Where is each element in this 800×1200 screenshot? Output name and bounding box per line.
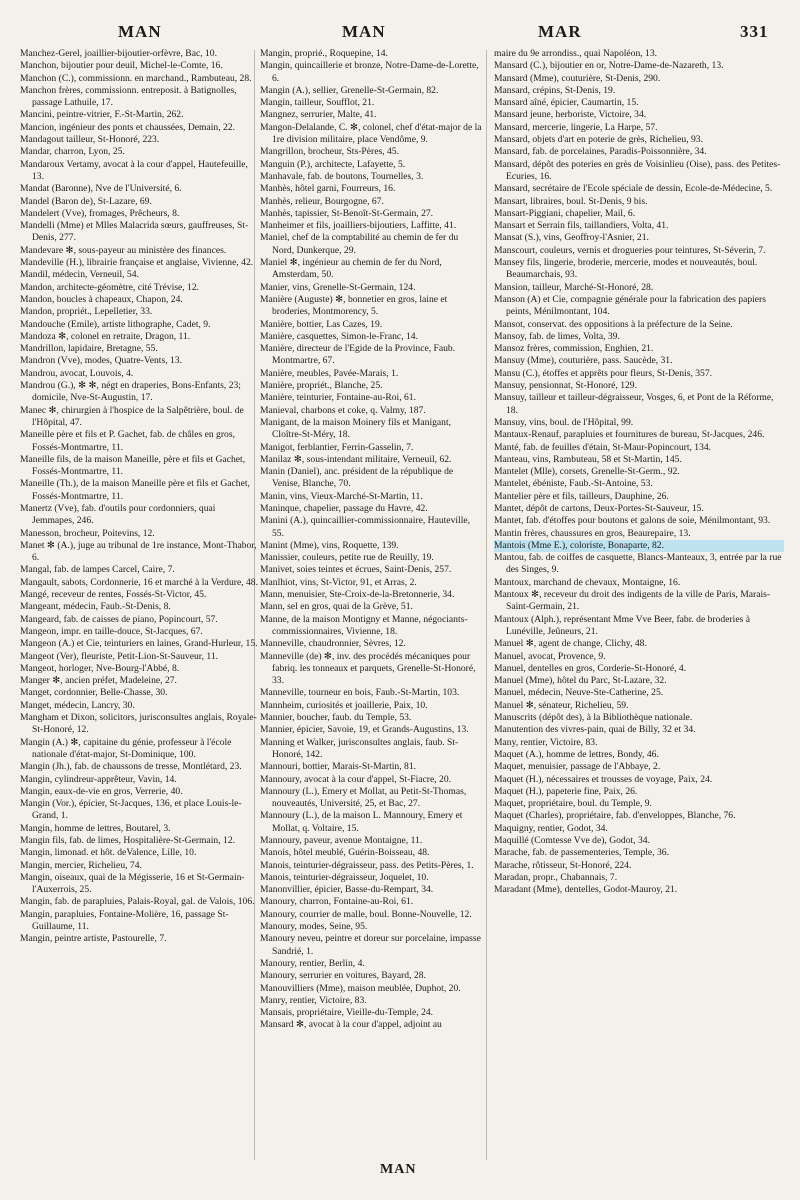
directory-entry: Manigot, ferblantier, Ferrin-Gasselin, 7. — [260, 441, 414, 453]
directory-entry: Mannier, épicier, Savoie, 19, et Grands-Augustins, 13. — [260, 724, 469, 736]
directory-entry: Mannoury (L.), de la maison L. Mannoury, Emery et Mollat, q. Voltaire, 15. — [260, 810, 463, 834]
directory-entry: Mancini, peintre-vitrier, F.-St-Martin, 262. — [20, 109, 184, 121]
directory-entry: Maquigny, rentier, Godot, 34. — [494, 822, 608, 834]
directory-entry: Manieval, charbons et coke, q. Valmy, 187. — [260, 404, 426, 416]
directory-entry: Mansart, libraires, boul. St-Denis, 9 bis. — [494, 195, 648, 207]
directory-entry: Mangeot (Ver), fleuriste, Petit-Lion-St-Sauveur, 11. — [20, 650, 219, 662]
directory-entry: Mangeon (A.) et Cie, teinturiers en laines, Grand-Hurleur, 15. — [20, 638, 258, 650]
directory-entry: Maquet, menuisier, passage de l'Abbaye, 2. — [494, 761, 661, 773]
directory-entry: Manivet, soies teintes et écrues, Saint-Denis, 257. — [260, 564, 452, 576]
column-divider — [486, 50, 487, 1160]
directory-entry: Mannouri, bottier, Marais-St-Martin, 81. — [260, 761, 417, 773]
directory-entry: Mangeant, médecin, Faub.-St-Denis, 8. — [20, 601, 171, 613]
directory-entry: Many, rentier, Victoire, 83. — [494, 736, 598, 748]
directory-entry: Maquet (H.), papeterie fine, Paix, 26. — [494, 785, 638, 797]
directory-entry: Mansuy, pensionnat, St-Honoré, 129. — [494, 380, 638, 392]
directory-entry: Mangin, oiseaux, quai de la Mégisserie, 16 et St-Germain-l'Auxerrois, 25. — [20, 871, 245, 896]
directory-entry: Mangin, parapluies, Fontaine-Molière, 16, passage St-Guillaume, 11. — [20, 908, 229, 933]
directory-entry: Manoury, modes, Seine, 95. — [260, 921, 368, 933]
directory-entry: Marache, rôtisseur, St-Honoré, 224. — [494, 859, 632, 871]
directory-entry: Mansard, objets d'art en poterie de grès, Richelieu, 93. — [494, 134, 703, 146]
directory-entry: Mangin, peintre artiste, Pastourelle, 7. — [20, 933, 167, 945]
directory-entry: Mansard aîné, épicier, Caumartin, 15. — [494, 97, 639, 109]
directory-entry: Mansard ✻, avocat à la cour d'appel, adjoint au — [260, 1019, 442, 1031]
directory-entry: Mandar, charron, Lyon, 25. — [20, 146, 125, 158]
directory-entry: Manière, bottier, Las Cazes, 19. — [260, 318, 383, 330]
directory-entry: Mangeot, horloger, Nve-Bourg-l'Abbé, 8. — [20, 662, 180, 674]
directory-entry: Manhès, tapissier, St-Benoît-St-Germain, 27. — [260, 207, 434, 219]
column-3 — [494, 48, 784, 1158]
directory-entry: Mangin, homme de lettres, Boutarel, 3. — [20, 822, 171, 834]
directory-entry: Maradant (Mme), dentelles, Godot-Mauroy, 21. — [494, 884, 678, 896]
directory-entry: Mangrillon, brocheur, Sts-Pères, 45. — [260, 146, 399, 158]
directory-entry: Mangin, mercier, Richelieu, 74. — [20, 859, 142, 871]
directory-entry: Mansard (Mme), couturière, St-Denis, 290. — [494, 72, 661, 84]
directory-entry: Manissier, couleurs, petite rue de Reuilly, 19. — [260, 552, 434, 564]
directory-entry: Mantoux (Alph.), représentant Mme Vve Beer, fabr. de broderies à Lunéville, Jeûneurs, 21. — [494, 613, 750, 637]
directory-entry: Manutention des vivres-pain, quai de Billy, 32 et 34. — [494, 724, 696, 736]
directory-entry: Mansais, propriétaire, Vieille-du-Temple, 24. — [260, 1007, 434, 1019]
directory-entry: Mangin, fab. de parapluies, Palais-Royal, gal. de Valois, 106. — [20, 896, 255, 908]
directory-entry: Manry, rentier, Victoire, 83. — [260, 994, 367, 1006]
directory-entry: Manté, fab. de feuilles d'étain, St-Maur-Popincourt, 134. — [494, 441, 712, 453]
directory-entry: Manning et Walker, jurisconsultes anglais, faub. St-Honoré, 142. — [260, 736, 459, 760]
directory-entry: Mangin fils, fab. de limes, Hospitalière-St-Germain, 12. — [20, 835, 236, 846]
directory-entry: Mansion, tailleur, Marché-St-Honoré, 28. — [494, 281, 654, 293]
directory-entry: Mandon, boucles à chapeaux, Chapon, 24. — [20, 293, 183, 305]
directory-entry: Maquet (Charles), propriétaire, fab. d'enveloppes, Blanche, 76. — [494, 810, 736, 822]
directory-entry: Manouvilliers (Mme), maison meublée, Duphot, 20. — [260, 982, 461, 994]
directory-entry: Manin (Daniel), anc. président de la république de Venise, Blanche, 70. — [260, 466, 454, 490]
directory-entry: Manneville (de) ✻, inv. des procédés mécaniques pour fabriq. les tonneaux et parquets, Grenelle-St-Honoré, 33. — [260, 650, 476, 687]
directory-entry: Manuel ✻, agent de change, Clichy, 48. — [494, 638, 647, 650]
directory-entry: Mangault, sabots, Cordonnerie, 16 et marché à la Verdure, 48. — [20, 576, 258, 588]
directory-entry: Mann, sel en gros, quai de la Grève, 51. — [260, 601, 413, 613]
directory-entry: Maquet (A.), homme de lettres, Bondy, 46. — [494, 748, 659, 760]
directory-entry: Maquet, propriétaire, boul. du Temple, 9. — [494, 798, 652, 810]
directory-entry: Mandrou, avocat, Louvois, 4. — [20, 367, 134, 379]
directory-entry: Maquillé (Comtesse Vve de), Godot, 34. — [494, 835, 650, 846]
directory-entry: Manin, vins, Vieux-Marché-St-Martin, 11. — [260, 490, 423, 502]
directory-entry: Maquet (H.), nécessaires et trousses de voyage, Paix, 24. — [494, 773, 713, 785]
directory-entry: Mangin, quincaillerie et bronze, Notre-Dame-de-Lorette, 6. — [260, 60, 479, 84]
directory-entry: Manini (A.), quincaillier-commissionnaire, Hauteville, 55. — [260, 515, 471, 539]
directory-entry: Mandaroux Vertamy, avocat à la cour d'appel, Hautefeuille, 13. — [20, 158, 248, 182]
directory-entry: Manuel (Mme), hôtel du Parc, St-Lazare, 32. — [494, 675, 667, 687]
directory-entry: Mandon, architecte-géomètre, cité Trévise, 12. — [20, 281, 200, 293]
column-1 — [20, 48, 260, 1158]
directory-entry: Manière, propriét., Blanche, 25. — [260, 380, 383, 392]
directory-entry: Mangin (A.) ✻, capitaine du génie, professeur à l'école nationale d'état-major, St-Dominique, 100. — [20, 736, 232, 760]
directory-entry: Manoury, courrier de malle, boul. Bonne-Nouvelle, 12. — [260, 908, 472, 920]
directory-entry: Maneille fils, de la maison Maneille, père et fils et Gachet, Fossés-Montmartre, 11. — [20, 453, 246, 478]
directory-entry: Mangé, receveur de rentes, Fossés-St-Victor, 45. — [20, 589, 207, 601]
directory-entry: Mansu (C.), étoffes et apprêts pour fleurs, St-Denis, 357. — [494, 367, 713, 379]
directory-entry: Manhès, hôtel garni, Fourreurs, 16. — [260, 183, 396, 195]
directory-entry: Mantelet, ébéniste, Faub.-St-Antoine, 53. — [494, 478, 653, 490]
directory-entry: Mansard, crépins, St-Denis, 19. — [494, 84, 616, 96]
directory-entry: Mansard, secrétaire de l'Ecole spéciale de dessin, Ecole-de-Médecine, 5. — [494, 183, 773, 195]
directory-entry: Manuel ✻, sénateur, Richelieu, 59. — [494, 699, 629, 711]
directory-entry: Manscourt, couleurs, vernis et drogueries pour teintures, St-Séverin, 7. — [494, 244, 766, 256]
directory-entry: Manec ✻, chirurgien à l'hospice de la Salpêtrière, boul. de l'Hôpital, 47. — [20, 404, 244, 428]
directory-entry: Mantin frères, chaussures en gros, Beaurepaire, 13. — [494, 527, 691, 539]
directory-entry: Manière, meubles, Pavée-Marais, 1. — [260, 367, 399, 379]
directory-entry: Mantelet (Mlle), corsets, Grenelle-St-Germ., 92. — [494, 466, 680, 478]
directory-entry: Mandouche (Emile), artiste lithographe, Cadet, 9. — [20, 318, 211, 330]
directory-entry: Manchon frères, commissionn. entreposit. à Batignolles, passage Lathuile, 17. — [20, 84, 237, 109]
directory-entry: Mangeard, fab. de caisses de piano, Popincourt, 57. — [20, 613, 218, 625]
directory-entry: Mandrillon, lapidaire, Bretagne, 55. — [20, 343, 158, 355]
directory-entry: Mantelier père et fils, tailleurs, Dauphine, 26. — [494, 490, 669, 502]
directory-entry: Manois, teinturier-dégraisseur, pass. des Petits-Pères, 1. — [260, 859, 474, 871]
directory-entry: Mangin, tailleur, Soufflot, 21. — [260, 97, 375, 109]
directory-entry: Mansot, conservat. des oppositions à la préfecture de la Seine. — [494, 318, 733, 330]
directory-entry: Mangal, fab. de lampes Carcel, Caire, 7. — [20, 564, 175, 576]
directory-entry: Mannoury, paveur, avenue Montaigne, 11. — [260, 835, 423, 846]
directory-entry: Mansard, dépôt des poteries en grès de Voisinlieu (Oise), pass. des Petites-Ecuries, 16. — [494, 158, 781, 182]
directory-entry: Manoury, serrurier en voitures, Bayard, 28. — [260, 970, 426, 982]
directory-entry: Manigant, de la maison Moinery fils et Manigant, Cloître-St-Méry, 18. — [260, 416, 452, 441]
directory-entry: Mansuy, vins, boul. de l'Hôpital, 99. — [494, 416, 634, 428]
directory-entry: Mandrou (G.), ✻ ✻, négt en draperies, Bons-Enfants, 23; domicile, Nve-St-Augustin, 17. — [20, 380, 241, 404]
header-middle: MAN — [342, 22, 386, 41]
directory-entry: Mansard (C.), bijoutier en or, Notre-Dame-de-Nazareth, 13. — [494, 60, 724, 72]
footer-catchword: MAN — [380, 1162, 417, 1177]
directory-entry: Mantet, dépôt de cartons, Deux-Portes-St-Sauveur, 15. — [494, 502, 704, 514]
directory-entry: Manois, teinturier-dégraisseur, Joquelet, 10. — [260, 871, 429, 883]
directory-entry: Manesson, brocheur, Poitevins, 12. — [20, 527, 155, 539]
directory-entry: Mandevare ✻, sous-payeur au ministère des finances. — [20, 244, 227, 256]
directory-entry: Manois, hôtel meublé, Guérin-Boisseau, 48. — [260, 847, 430, 859]
directory-entry: Mangin, proprié., Roquepine, 14. — [260, 48, 388, 59]
directory-entry: Manne, de la maison Montigny et Manne, négociants-commissionnaires, Vivienne, 18. — [260, 613, 468, 637]
directory-entry: Mansoy, fab. de limes, Volta, 39. — [494, 330, 620, 342]
directory-entry: Mandoza ✻, colonel en retraite, Dragon, 11. — [20, 330, 191, 342]
directory-entry: Mangin, cylindreur-apprêteur, Vavin, 14. — [20, 773, 177, 785]
directory-entry: Mandeville (H.), librairie française et anglaise, Vivienne, 42. — [20, 257, 254, 269]
running-header — [0, 22, 800, 46]
directory-entry: Mangham et Dixon, solicitors, jurisconsultes anglais, Royale-St-Honoré, 12. — [20, 712, 257, 736]
directory-entry: Mangin (Jh.), fab. de chaussons de tresse, Montlétard, 23. — [20, 761, 242, 773]
directory-entry: Mansoz frères, commission, Enghien, 21. — [494, 343, 654, 355]
directory-entry: Mansard, mercerie, lingerie, La Harpe, 57. — [494, 121, 658, 133]
directory-entry: Manget, cordonnier, Belle-Chasse, 30. — [20, 687, 168, 699]
directory-entry: Manonvillier, épicier, Basse-du-Rempart, 34. — [260, 884, 434, 896]
directory-entry: Manson (A) et Cie, compagnie générale pour la fabrication des papiers peints, Ménilmontant, 104. — [494, 293, 766, 318]
directory-entry: Mangon-Delalande, C. ✻, colonel, chef d'état-major de la 1re division militaire, place Vendôme, 9. — [260, 121, 482, 146]
directory-entry: Manneville, chaudronnier, Sèvres, 12. — [260, 638, 406, 650]
directory-entry: Manoury, rentier, Berlin, 4. — [260, 957, 365, 969]
directory-entry: Manget, médecin, Lancry, 30. — [20, 699, 135, 711]
header-right: MAR — [538, 22, 582, 41]
directory-entry: Manteau, vins, Rambuteau, 58 et St-Martin, 145. — [494, 453, 682, 465]
directory-entry: Manneville, tourneur en bois, Faub.-St-Martin, 103. — [260, 687, 460, 699]
directory-entry: Manhavale, fab. de boutons, Tournelles, 3. — [260, 170, 424, 182]
directory-entry: Mansey fils, lingerie, broderie, mercerie, modes et nouveautés, boul. Beaumarchais, 93. — [494, 257, 758, 281]
directory-entry: Mandil, médecin, Verneuil, 54. — [20, 269, 139, 281]
directory-entry: Manière, directeur de l'Egide de la Province, Faub. Montmartre, 67. — [260, 343, 456, 367]
directory-entry: Mangnez, serrurier, Malte, 41. — [260, 109, 377, 121]
directory-entry: Manint (Mme), vins, Roquette, 139. — [260, 539, 399, 551]
directory-entry: Maneille père et fils et P. Gachet, fab. de châles en gros, Fossés-Montmartre, 11. — [20, 429, 235, 453]
directory-entry: Manet ✻ (A.), juge au tribunal de 1re instance, Mont-Thabor, 6. — [20, 539, 257, 564]
directory-entry: Manchon, bijoutier pour deuil, Michel-le-Comte, 16. — [20, 60, 223, 72]
directory-entry: Mandelert (Vve), fromages, Prêcheurs, 8. — [20, 207, 180, 219]
directory-entry: Mandagout tailleur, St-Honoré, 223. — [20, 134, 160, 146]
directory-entry: Mandat (Baronne), Nve de l'Université, 6. — [20, 183, 182, 195]
directory-entry: Manertz (Vve), fab. d'outils pour cordonniers, quai Jemmapes, 246. — [20, 502, 216, 527]
directory-entry: Mansat (S.), vins, Geoffroy-l'Asnier, 21. — [494, 232, 649, 244]
directory-entry: Mansuy, tailleur et tailleur-dégraisseur, Vosges, 6, et Pont de la Réforme, 18. — [494, 392, 774, 416]
directory-entry: maire du 9e arrondiss., quai Napoléon, 13. — [494, 48, 658, 59]
directory-entry: Mangin (Vor.), épicier, St-Jacques, 136, et place Louis-le-Grand, 1. — [20, 798, 242, 822]
header-left: MAN — [118, 22, 162, 41]
directory-entry: Maniel, chef de la comptabilité au chemin de fer du Nord, Dunkerque, 29. — [260, 232, 459, 256]
directory-entry: Maneille (Th.), de la maison Maneille père et fils et Gachet, Fossés-Montmartre, 11. — [20, 478, 250, 502]
highlighted-entry: Mantois (Mme E.), coloriste, Bonaparte, 82. — [494, 540, 784, 552]
directory-entry: Mancion, ingénieur des ponts et chaussées, Demain, 22. — [20, 121, 236, 133]
directory-entry: Manuscrits (dépôt des), à la Bibliothèque nationale. — [494, 712, 693, 724]
directory-entry: Mannoury, avocat à la cour d'appel, St-Fiacre, 20. — [260, 773, 452, 785]
directory-entry: Mannier, boucher, faub. du Temple, 53. — [260, 712, 412, 724]
directory-entry: Manière, teinturier, Fontaine-au-Roi, 61. — [260, 392, 417, 404]
directory-entry: Maninque, chapelier, passage du Havre, 42. — [260, 502, 428, 514]
directory-entry: Mantoux, marchand de chevaux, Montaigne, 16. — [494, 576, 681, 588]
directory-entry: Mansart et Serrain fils, taillandiers, Volta, 41. — [494, 220, 669, 232]
directory-entry: Manger ✻, ancien préfet, Madeleine, 27. — [20, 675, 177, 687]
directory-entry: Manuel, dentelles en gros, Corderie-St-Honoré, 4. — [494, 662, 687, 674]
directory-entry: Mannoury (L.), Emery et Mollat, au Petit-St-Thomas, nouveautés, Université, 25, et Bac, 27. — [260, 785, 467, 810]
directory-entry: Maradan, propr., Chabannais, 7. — [494, 871, 618, 883]
directory-entry: Manguin (P.), architecte, Lafayette, 5. — [260, 158, 406, 170]
directory-entry: Mantoux ✻, receveur du droit des indigents de la ville de Paris, Marais-Saint-Germain, 21. — [494, 589, 771, 613]
directory-entry: Manier, vins, Grenelle-St-Germain, 124. — [260, 281, 416, 293]
column-2 — [260, 48, 482, 1158]
directory-entry: Manhès, relieur, Bourgogne, 67. — [260, 195, 384, 207]
directory-entry: Marache, fab. de passementeries, Temple, 36. — [494, 847, 669, 859]
directory-entry: Mangeon, impr. en taille-douce, St-Jacques, 67. — [20, 625, 203, 637]
directory-entry: Mandel (Baron de), St-Lazare, 69. — [20, 195, 152, 207]
directory-entry: Mannheim, curiosités et joaillerie, Paix, 10. — [260, 699, 428, 711]
directory-entry: Mandelli (Mme) et Mlles Malacrida sœurs, gauffreuses, St-Denis, 277. — [20, 220, 249, 244]
directory-entry: Mandron (Vve), modes, Quatre-Vents, 13. — [20, 355, 182, 367]
directory-entry: Mansuy (Mme), couturière, pass. Saucède, 31. — [494, 355, 673, 367]
directory-entry: Mansard, fab. de porcelaines, Paradis-Poissonnière, 34. — [494, 146, 707, 158]
directory-entry: Manière, casquettes, Simon-le-Franc, 14. — [260, 330, 418, 342]
directory-entry: Manoury, charron, Fontaine-au-Roi, 61. — [260, 896, 414, 908]
directory-entry: Manuel, avocat, Provence, 9. — [494, 650, 606, 662]
directory-entry: Mandon, propriét., Lepelletier, 33. — [20, 306, 153, 318]
directory-entry: Manoury neveu, peintre et doreur sur porcelaine, impasse Sandrié, 1. — [260, 933, 481, 957]
directory-entry: Manuel, médecin, Neuve-Ste-Catherine, 25. — [494, 687, 664, 699]
directory-entry: Mantou, fab. de coiffes de casquette, Blancs-Manteaux, 3, entrée par la rue des Singes, 9. — [494, 552, 782, 576]
directory-entry: Mansart-Piggiani, chapelier, Mail, 6. — [494, 207, 636, 219]
directory-entry: Mangin, eaux-de-vie en gros, Verrerie, 40. — [20, 785, 183, 797]
directory-entry: Mangin, limonad. et hôt. deValence, Lille, 10. — [20, 847, 197, 859]
directory-entry: Mantet, fab. d'étoffes pour boutons et galons de soie, Ménilmontant, 93. — [494, 515, 771, 527]
directory-entry: Manheimer et fils, joailliers-bijoutiers, Laffitte, 41. — [260, 220, 457, 232]
directory-entry: Manière (Auguste) ✻, bonnetier en gros, laine et broderies, Montmorency, 5. — [260, 293, 448, 318]
directory-entry: Maniel ✻, ingénieur au chemin de fer du Nord, Amsterdam, 50. — [260, 257, 442, 281]
directory-entry: Mann, menuisier, Ste-Croix-de-la-Bretonnerie, 34. — [260, 589, 455, 601]
directory-entry: Manchez-Gerel, joaillier-bijoutier-orfèvre, Bac, 10. — [20, 48, 217, 59]
directory-entry: Manilaz ✻, sous-intendant militaire, Verneuil, 62. — [260, 453, 452, 465]
directory-entry: Mangin (A.), sellier, Grenelle-St-Germain, 82. — [260, 84, 439, 96]
directory-entry: Mansard jeune, herboriste, Victoire, 34. — [494, 109, 647, 121]
directory-entry: Mantaux-Renauf, parapluies et fournitures de bureau, St-Jacques, 246. — [494, 429, 765, 441]
directory-entry: Manchon (C.), commissionn. en marchand., Rambuteau, 28. — [20, 72, 252, 84]
directory-entry: Manlhiot, vins, St-Victor, 91, et Arras, 2. — [260, 576, 417, 588]
page-number: 331 — [740, 22, 769, 41]
